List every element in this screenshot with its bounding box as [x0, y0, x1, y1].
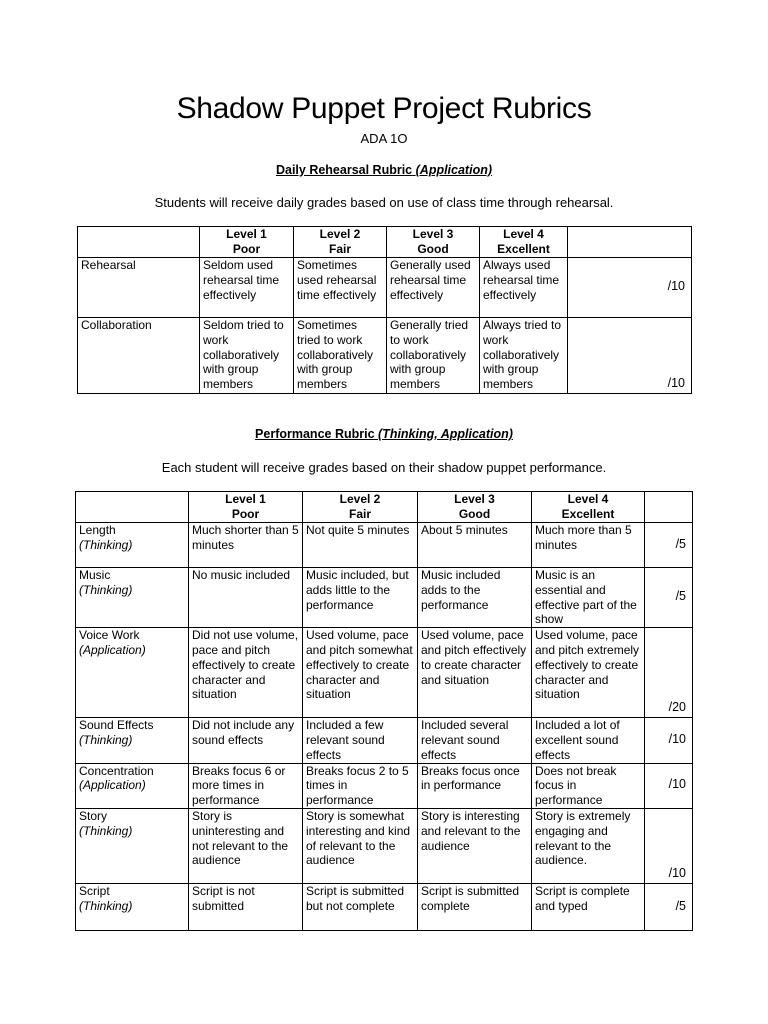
criterion-name: Voice Work — [79, 628, 140, 643]
level-header — [387, 227, 480, 258]
table-row — [76, 568, 693, 628]
level-number: Level 2 — [319, 227, 361, 241]
level-header — [480, 227, 568, 258]
level-name: Good — [417, 241, 449, 256]
level-header — [532, 492, 645, 523]
level-name: Good — [458, 506, 491, 521]
level-header — [303, 492, 418, 523]
score-cell: /20 — [645, 628, 693, 718]
criterion-cell — [76, 568, 189, 628]
criterion-cell — [76, 523, 189, 568]
level-number: Level 1 — [226, 227, 267, 241]
criterion-cell — [76, 718, 189, 763]
descriptor-cell: Did not include any sound effects — [189, 718, 303, 763]
descriptor-cell: Does not break focus in performance — [532, 763, 645, 808]
course-code: ADA 1O — [360, 131, 408, 146]
descriptor-cell: Not quite 5 minutes — [303, 523, 418, 568]
descriptor-cell: Breaks focus 6 or more times in performance — [189, 763, 303, 808]
table-header-row — [78, 227, 692, 258]
criterion-cell — [76, 763, 189, 808]
criterion-cell — [76, 883, 189, 930]
descriptor-cell: Included several relevant sound effects — [418, 718, 532, 763]
performance-heading-category: (Thinking, Application) — [378, 427, 513, 441]
criterion-cell: Rehearsal — [78, 258, 200, 318]
descriptor-cell: Used volume, pace and pitch effectively to create character and situation — [418, 628, 532, 718]
descriptor-cell: Included a lot of excellent sound effects — [532, 718, 645, 763]
level-number: Level 4 — [503, 227, 544, 241]
rehearsal-rubric-heading — [0, 163, 768, 177]
performance-heading-text: Performance Rubric — [255, 427, 375, 441]
criterion-category: (Thinking) — [79, 898, 133, 913]
descriptor-cell: Music included, but adds little to the performance — [303, 568, 418, 628]
descriptor-cell: Music is an essential and effective part of the show — [532, 568, 645, 628]
descriptor-cell: Music included adds to the performance — [418, 568, 532, 628]
criterion-name: Script — [79, 883, 110, 898]
table-row — [78, 318, 692, 394]
rehearsal-intro: Students will receive daily grades based on use of class time through rehearsal. — [154, 195, 614, 210]
descriptor-cell: Story is uninteresting and not relevant to the audience — [189, 808, 303, 883]
criterion-cell: Collaboration — [78, 318, 200, 394]
criterion-category: (Application) — [79, 778, 146, 793]
descriptor-cell: Used volume, pace and pitch somewhat effectively to create character and situation — [303, 628, 418, 718]
descriptor-cell: Breaks focus once in performance — [418, 763, 532, 808]
level-header — [189, 492, 303, 523]
descriptor-cell: Seldom tried to work collaboratively with group members — [200, 318, 294, 394]
criterion-header — [76, 492, 189, 523]
level-number: Level 4 — [567, 492, 609, 506]
descriptor-cell: Story is interesting and relevant to the audience — [418, 808, 532, 883]
score-header — [568, 227, 692, 258]
descriptor-cell: Story is extremely engaging and relevant to the audience. — [532, 808, 645, 883]
descriptor-cell: Sometimes used rehearsal time effectively — [294, 258, 387, 318]
score-cell: /5 — [645, 523, 693, 568]
level-header — [418, 492, 532, 523]
descriptor-cell: Story is somewhat interesting and kind of relevant to the audience — [303, 808, 418, 883]
descriptor-cell: Always used rehearsal time effectively — [480, 258, 568, 318]
level-number: Level 3 — [412, 227, 454, 241]
descriptor-cell: Much shorter than 5 minutes — [189, 523, 303, 568]
level-name: Poor — [231, 506, 260, 521]
score-cell: /10 — [645, 808, 693, 883]
descriptor-cell: Sometimes tried to work collaboratively with group members — [294, 318, 387, 394]
criterion-cell — [76, 628, 189, 718]
score-cell: /5 — [645, 883, 693, 930]
descriptor-cell: Used volume, pace and pitch extremely effectively to create character and situation — [532, 628, 645, 718]
descriptor-cell: Script is complete and typed — [532, 883, 645, 930]
performance-rubric-table — [75, 491, 693, 931]
table-row — [76, 808, 693, 883]
score-header — [645, 492, 693, 523]
descriptor-cell: Generally tried to work collaboratively with group members — [387, 318, 480, 394]
table-header-row — [76, 492, 693, 523]
rehearsal-heading-category: (Application) — [415, 163, 493, 177]
table-row — [76, 718, 693, 763]
descriptor-cell: Script is submitted but not complete — [303, 883, 418, 930]
criterion-header — [78, 227, 200, 258]
descriptor-cell: Much more than 5 minutes — [532, 523, 645, 568]
criterion-category: (Thinking) — [79, 732, 133, 747]
performance-intro: Each student will receive grades based on their shadow puppet performance. — [161, 460, 607, 475]
score-cell: /10 — [645, 763, 693, 808]
descriptor-cell: Did not use volume, pace and pitch effectively to create character and situation — [189, 628, 303, 718]
criterion-name: Story — [79, 808, 108, 823]
descriptor-cell: Script is submitted complete — [418, 883, 532, 930]
level-name: Fair — [348, 506, 371, 521]
descriptor-cell: Seldom used rehearsal time effectively — [200, 258, 294, 318]
descriptor-cell: No music included — [189, 568, 303, 628]
criterion-name: Sound Effects — [79, 718, 154, 733]
criterion-category: (Thinking) — [79, 823, 133, 838]
descriptor-cell: Always tried to work collaboratively with group members — [480, 318, 568, 394]
criterion-name: Concentration — [79, 763, 154, 778]
criterion-category: (Thinking) — [79, 537, 133, 552]
level-header — [294, 227, 387, 258]
level-header — [200, 227, 294, 258]
table-row — [76, 883, 693, 930]
score-cell: /10 — [568, 318, 692, 394]
level-number: Level 3 — [454, 492, 495, 506]
criterion-name: Music — [79, 568, 111, 582]
level-number: Level 2 — [339, 492, 381, 506]
level-name: Fair — [328, 241, 351, 256]
level-name: Excellent — [497, 241, 550, 256]
criterion-cell — [76, 808, 189, 883]
criterion-category: (Thinking) — [79, 582, 133, 597]
descriptor-cell: Generally used rehearsal time effectively — [387, 258, 480, 318]
performance-rubric-heading — [0, 427, 768, 441]
level-number: Level 1 — [225, 492, 266, 506]
rehearsal-rubric-table — [77, 226, 692, 394]
level-name: Poor — [232, 241, 261, 256]
page-title: Shadow Puppet Project Rubrics — [176, 92, 592, 125]
table-row — [76, 763, 693, 808]
criterion-category: (Application) — [79, 642, 146, 657]
descriptor-cell: Breaks focus 2 to 5 times in performance — [303, 763, 418, 808]
table-row — [76, 628, 693, 718]
criterion-name: Length — [79, 523, 116, 537]
table-row — [76, 523, 693, 568]
level-name: Excellent — [561, 506, 615, 521]
score-cell: /10 — [568, 258, 692, 318]
descriptor-cell: Script is not submitted — [189, 883, 303, 930]
rehearsal-heading-text: Daily Rehearsal Rubric — [275, 163, 413, 177]
descriptor-cell: Included a few relevant sound effects — [303, 718, 418, 763]
descriptor-cell: About 5 minutes — [418, 523, 532, 568]
score-cell: /5 — [645, 568, 693, 628]
score-cell: /10 — [645, 718, 693, 763]
table-row — [78, 258, 692, 318]
